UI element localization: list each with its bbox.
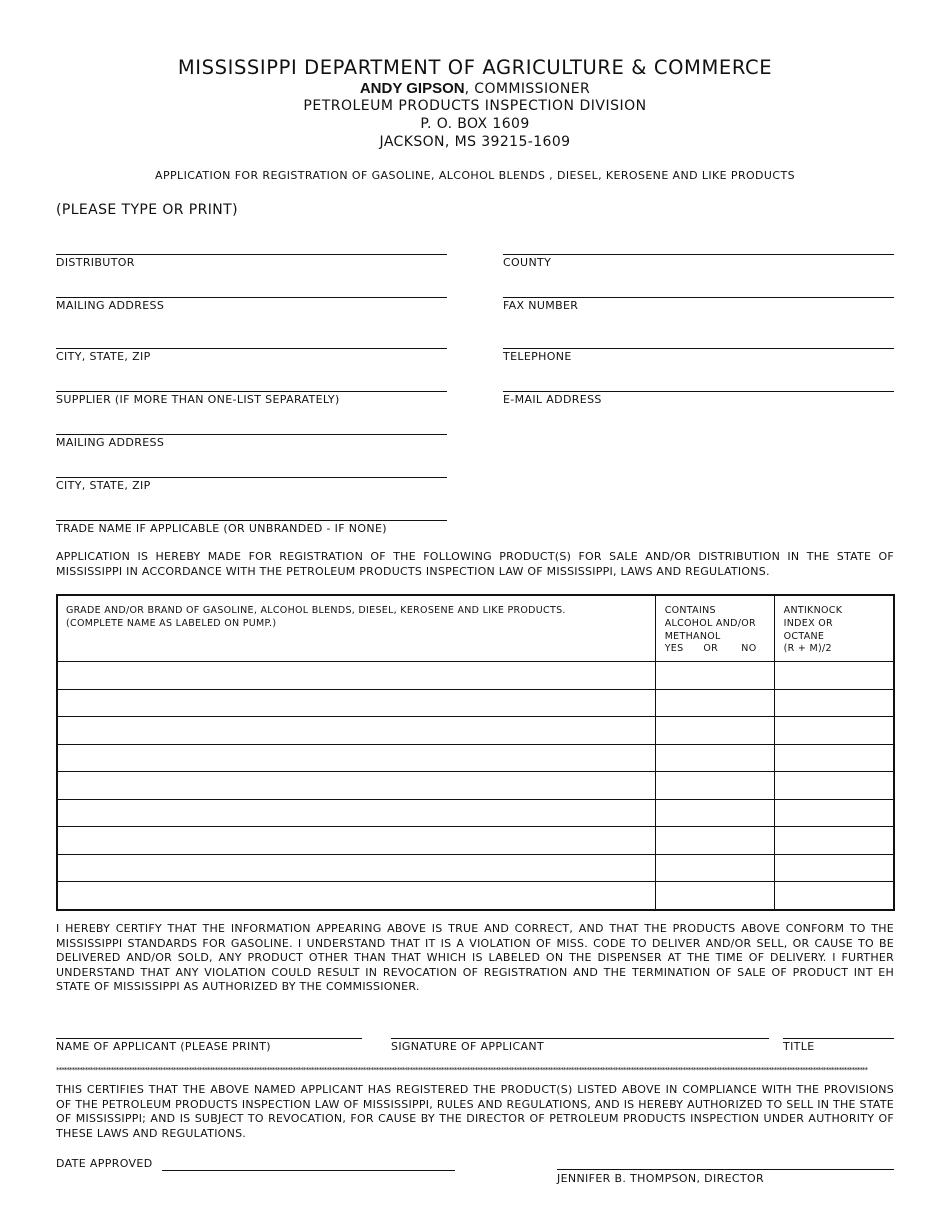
certification-statement: I HEREBY CERTIFY THAT THE INFORMATION APPEARING ABOVE IS TRUE AND CORRECT, AND THAT THE PRODUCTS ABOVE CONFORM TO THE MISSISSIPPI STANDARDS FOR GASOLINE. I UNDERSTAND THAT IT IS A VIOLATION OF MISS. CODE TO DELIVER AND/OR SELL, OR CAUSE TO BE DELIVERED AND/OR SOLD, ANY PRODUCT OTHER THAN THAT WHICH IS LABELED ON THE DISPENSER AT THE TIME OF DELIVERY. I FURTHER UNDERSTAND THAT ANY VIOLATION COULD RESULT IN REVOCATION OF REGISTRATION AND THE TERMINATION OF SALE OF PRODUCT INT EH STATE OF MISSISSIPPI AS AUTHORIZED BY THE COMMISSIONER.	[56, 922, 894, 994]
product-name-cell[interactable]	[57, 882, 655, 910]
asterisk-separator: ************************************************************************************************************************************************************************************************************************************************************************************************************************	[56, 1066, 868, 1074]
product-name-cell[interactable]	[57, 744, 655, 772]
applicant-signature-label: SIGNATURE OF APPLICANT	[391, 1040, 545, 1053]
division-name: PETROLEUM PRODUCTS INSPECTION DIVISION	[303, 98, 647, 114]
city-state-zip-label: CITY, STATE, ZIP	[56, 350, 151, 363]
commissioner-name: ANDY GIPSON	[359, 80, 465, 97]
date-approved-label: DATE APPROVED	[56, 1157, 153, 1170]
table-row	[57, 799, 894, 827]
applicant-name-label: NAME OF APPLICANT (PLEASE PRINT)	[56, 1040, 271, 1053]
supplier-mailing-address-label: MAILING ADDRESS	[56, 436, 165, 449]
alcohol-cell[interactable]	[655, 689, 774, 717]
supplier-label: SUPPLIER (IF MORE THAN ONE-LIST SEPARATELY)	[56, 393, 340, 406]
contains-alcohol-header	[655, 595, 774, 662]
email-label: E-MAIL ADDRESS	[503, 393, 602, 406]
commissioner-title: , COMMISSIONER	[464, 81, 591, 97]
director-name: JENNIFER B. THOMPSON, DIRECTOR	[557, 1172, 764, 1185]
contains-alcohol-line3: METHANOL	[664, 630, 721, 642]
mailing-address-label: MAILING ADDRESS	[56, 299, 165, 312]
octane-cell[interactable]	[774, 799, 894, 827]
product-name-cell[interactable]	[57, 827, 655, 855]
application-statement: APPLICATION IS HEREBY MADE FOR REGISTRATION OF THE FOLLOWING PRODUCT(S) FOR SALE AND/OR DISTRIBUTION IN THE STATE OF MISSISSIPPI IN ACCORDANCE WITH THE PETROLEUM PRODUCTS INSPECTION LAW OF MISSISSIPPI, LAWS AND REGULATIONS.	[56, 550, 894, 578]
contains-alcohol-line2: ALCOHOL AND/OR	[664, 617, 756, 629]
email-field[interactable]	[503, 391, 894, 392]
table-header-row	[57, 595, 894, 662]
product-name-cell[interactable]	[57, 689, 655, 717]
supplier-field[interactable]	[56, 391, 447, 392]
antiknock-header	[774, 595, 894, 662]
yes-label: YES	[664, 643, 684, 655]
yes-or-no-line	[665, 643, 768, 656]
telephone-field[interactable]	[503, 348, 894, 349]
trade-name-label: TRADE NAME IF APPLICABLE (OR UNBRANDED - IF NONE)	[56, 522, 387, 535]
telephone-label: TELEPHONE	[503, 350, 572, 363]
table-row	[57, 772, 894, 800]
grade-brand-header	[57, 595, 655, 662]
alcohol-cell[interactable]	[655, 827, 774, 855]
title-label: TITLE	[783, 1040, 815, 1053]
octane-cell[interactable]	[774, 717, 894, 745]
county-label: COUNTY	[503, 256, 552, 269]
grade-brand-header-line2: (COMPLETE NAME AS LABELED ON PUMP.)	[66, 617, 277, 629]
date-approved-field[interactable]	[162, 1170, 455, 1171]
table-row	[57, 882, 894, 910]
grade-brand-header-line1: GRADE AND/OR BRAND OF GASOLINE, ALCOHOL BLENDS, DIESEL, KEROSENE AND LIKE PRODUCTS.	[66, 605, 566, 616]
city-state-zip-field[interactable]	[56, 348, 447, 349]
commissioner-line	[0, 80, 950, 97]
county-field[interactable]	[503, 254, 894, 255]
antiknock-line4: (R + M)/2	[783, 643, 832, 655]
approval-statement: THIS CERTIFIES THAT THE ABOVE NAMED APPLICANT HAS REGISTERED THE PRODUCT(S) LISTED ABOVE IN COMPLIANCE WITH THE PROVISIONS OF THE PETROLEUM PRODUCTS INSPECTION LAW OF MISSISSIPPI, RULES AND REGULATIONS, AND IS HEREBY AUTHORIZED TO SELL IN THE STATE OF MISSISSIPPI; AND IS SUBJECT TO REVOCATION, FOR CAUSE BY THE DIRECTOR OF PETROLEUM PRODUCTS INSPECTION UNDER AUTHORITY OF THESE LAWS AND REGULATIONS.	[56, 1083, 894, 1140]
table-row	[57, 689, 894, 717]
octane-cell[interactable]	[774, 772, 894, 800]
table-row	[57, 662, 894, 690]
fax-label: FAX NUMBER	[503, 299, 579, 312]
director-signature-line	[557, 1169, 894, 1170]
supplier-mailing-address-field[interactable]	[56, 434, 447, 435]
distributor-field[interactable]	[56, 254, 447, 255]
table-row	[57, 744, 894, 772]
octane-cell[interactable]	[774, 854, 894, 882]
alcohol-cell[interactable]	[655, 772, 774, 800]
alcohol-cell[interactable]	[655, 717, 774, 745]
alcohol-cell[interactable]	[655, 854, 774, 882]
table-row	[57, 854, 894, 882]
no-label: NO	[741, 643, 757, 655]
alcohol-cell[interactable]	[655, 799, 774, 827]
po-box: P. O. BOX 1609	[420, 116, 530, 132]
octane-cell[interactable]	[774, 827, 894, 855]
title-field[interactable]	[783, 1038, 894, 1039]
products-table	[56, 594, 895, 911]
department-title: MISSISSIPPI DEPARTMENT OF AGRICULTURE & COMMERCE	[177, 56, 773, 79]
product-name-cell[interactable]	[57, 799, 655, 827]
product-name-cell[interactable]	[57, 717, 655, 745]
octane-cell[interactable]	[774, 882, 894, 910]
applicant-signature-field[interactable]	[391, 1038, 769, 1039]
product-name-cell[interactable]	[57, 854, 655, 882]
product-name-cell[interactable]	[57, 772, 655, 800]
applicant-name-field[interactable]	[56, 1038, 362, 1039]
table-row	[57, 717, 894, 745]
trade-name-field[interactable]	[56, 520, 447, 521]
product-name-cell[interactable]	[57, 662, 655, 690]
or-label: OR	[703, 643, 719, 655]
supplier-city-state-zip-field[interactable]	[56, 477, 447, 478]
antiknock-line1: ANTIKNOCK	[783, 605, 843, 616]
alcohol-cell[interactable]	[655, 662, 774, 690]
octane-cell[interactable]	[774, 744, 894, 772]
fax-field[interactable]	[503, 297, 894, 298]
octane-cell[interactable]	[774, 662, 894, 690]
type-or-print-instruction: (PLEASE TYPE OR PRINT)	[56, 202, 238, 218]
table-row	[57, 827, 894, 855]
city-address: JACKSON, MS 39215-1609	[379, 134, 571, 150]
distributor-label: DISTRIBUTOR	[56, 256, 135, 269]
supplier-city-state-zip-label: CITY, STATE, ZIP	[56, 479, 151, 492]
form-title: APPLICATION FOR REGISTRATION OF GASOLINE, ALCOHOL BLENDS , DIESEL, KEROSENE AND LIKE PRODUCTS	[155, 169, 795, 182]
alcohol-cell[interactable]	[655, 744, 774, 772]
mailing-address-field[interactable]	[56, 297, 447, 298]
contains-alcohol-line1: CONTAINS	[664, 605, 716, 616]
antiknock-line2: INDEX OR	[783, 617, 833, 629]
octane-cell[interactable]	[774, 689, 894, 717]
alcohol-cell[interactable]	[655, 882, 774, 910]
antiknock-line3: OCTANE	[783, 630, 825, 642]
